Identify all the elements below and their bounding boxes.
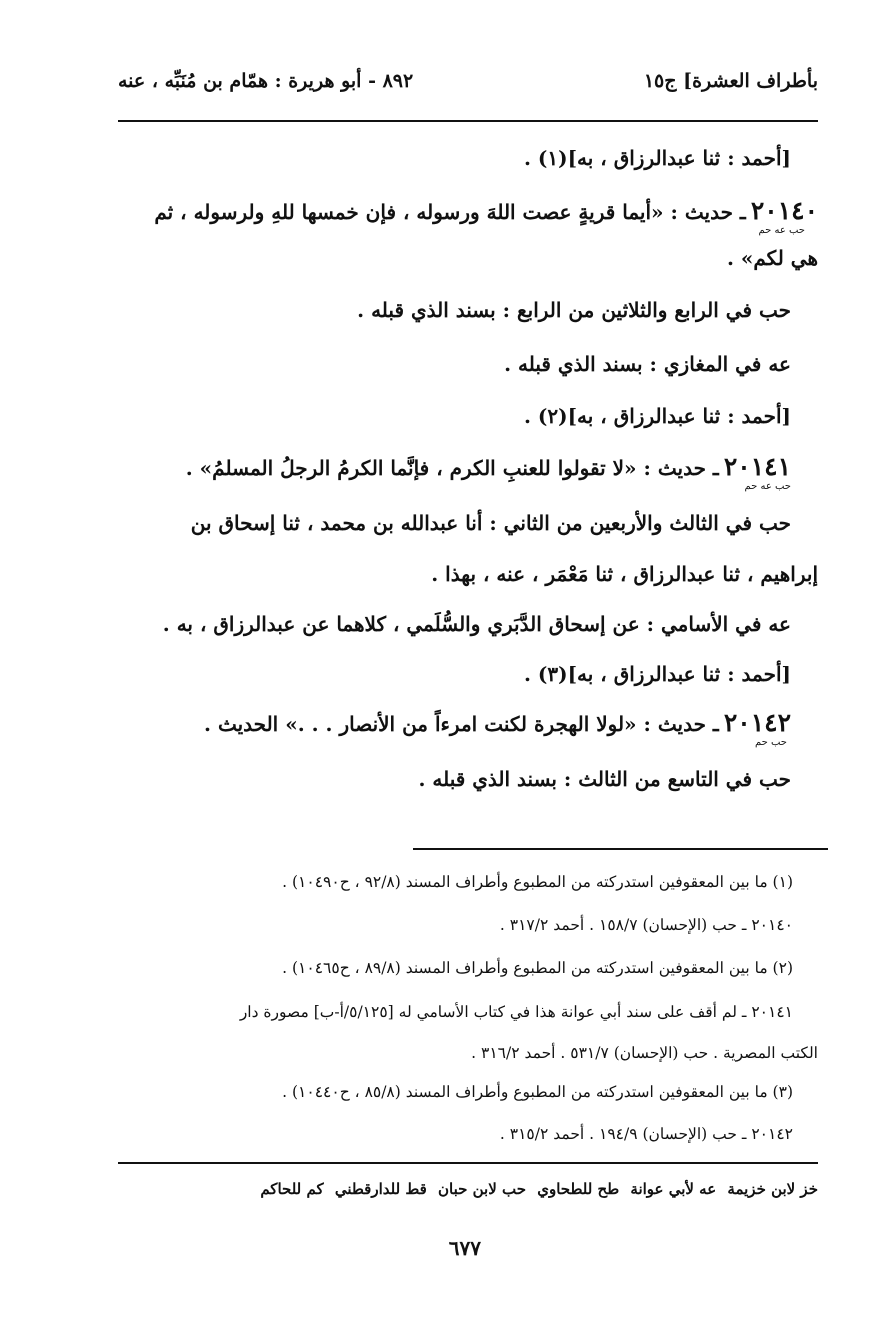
hadith-2141 xyxy=(186,452,791,481)
source-line: عه في المغازي : بسند الذي قبله . xyxy=(504,352,791,376)
footnote: (٣) ما بين المعقوفين استدركته من المطبوع وأطراف المسند (٨٥/٨ ، ح١٠٤٤٠) . xyxy=(282,1083,793,1101)
legend-item: حب لابن حبان xyxy=(438,1180,527,1198)
page-number: ٦٧٧ xyxy=(448,1236,481,1260)
hadith-number: ٢٠١٤٢ xyxy=(723,708,791,737)
hadith-sources: حب عه حم xyxy=(758,225,805,236)
footnote-continued: الكتب المصرية . حب (الإحسان) ٥٣١/٧ . أحمد ٣١٦/٢ . xyxy=(471,1044,818,1062)
footnote: ٢٠١٤٢ ـ حب (الإحسان) ١٩٤/٩ . أحمد ٣١٥/٢ . xyxy=(499,1125,793,1143)
source-line: حب في التاسع من الثالث : بسند الذي قبله . xyxy=(418,767,791,791)
footnote: (٢) ما بين المعقوفين استدركته من المطبوع وأطراف المسند (٨٩/٨ ، ح١٠٤٦٥) . xyxy=(282,959,793,977)
source-line: حب في الرابع والثلاثين من الرابع : بسند الذي قبله . xyxy=(357,298,791,322)
hadith-text: ـ حديث : «لا تقولوا للعنبِ الكرم ، فإنَّما الكرمُ الرجلُ المسلمُ» . xyxy=(185,456,719,480)
ahmad-note-1: [أحمد : ثنا عبدالرزاق ، به](١) . xyxy=(523,146,791,170)
hadith-number: ٢٠١٤٠ xyxy=(750,196,818,225)
ahmad-note-3: [أحمد : ثنا عبدالرزاق ، به](٣) . xyxy=(523,662,791,686)
abbreviation-legend xyxy=(254,1180,818,1198)
source-line-continued: إبراهيم ، ثنا عبدالرزاق ، ثنا مَعْمَر ، عنه ، بهذا . xyxy=(431,562,818,586)
legend-item: كم للحاكم xyxy=(260,1180,324,1198)
hadith-text: ـ حديث : «لولا الهجرة لكنت امرءاً من الأنصار . . .» الحديث . xyxy=(204,712,719,736)
footnote: ٢٠١٤٠ ـ حب (الإحسان) ١٥٨/٧ . أحمد ٣١٧/٢ . xyxy=(499,916,793,934)
ahmad-note-2: [أحمد : ثنا عبدالرزاق ، به](٢) . xyxy=(523,404,791,428)
hadith-2140 xyxy=(154,196,818,225)
hadith-sources: حب حم xyxy=(754,737,787,748)
running-header-chapter: ٨٩٢ - أبو هريرة : همّام بن مُنَبِّه ، عنه xyxy=(118,70,414,92)
footnote: ٢٠١٤١ ـ لم أقف على سند أبي عوانة هذا في كتاب الأسامي له [٥/١٢٥/أ-ب] مصورة دار xyxy=(239,1003,793,1021)
footnote: (١) ما بين المعقوفين استدركته من المطبوع وأطراف المسند (٩٢/٨ ، ح١٠٤٩٠) . xyxy=(282,873,793,891)
hadith-text: ـ حديث : «أيما قريةٍ عصت اللهَ ورسوله ، فإن خمسها للهِ ولرسوله ، ثم xyxy=(154,200,746,224)
legend-item: خز لابن خزيمة xyxy=(727,1180,818,1198)
legend-item: قط للدارقطني xyxy=(334,1180,427,1198)
legend-item: طح للطحاوي xyxy=(537,1180,620,1198)
hadith-text-continued: هي لكم» . xyxy=(726,246,818,270)
source-line: حب في الثالث والأربعين من الثاني : أنا عبدالله بن محمد ، ثنا إسحاق بن xyxy=(190,511,791,535)
legend-rule xyxy=(118,1162,818,1164)
source-line: عه في الأسامي : عن إسحاق الدَّبَري والسُّلَمي ، كلاهما عن عبدالرزاق ، به . xyxy=(162,612,791,636)
hadith-sources: حب عه حم xyxy=(744,481,791,492)
header-rule xyxy=(118,120,818,122)
footnote-rule xyxy=(413,848,828,850)
legend-item: عه لأبي عوانة xyxy=(630,1180,717,1198)
running-header-book: بأطراف العشرة] ج١٥ xyxy=(643,70,818,92)
hadith-number: ٢٠١٤١ xyxy=(723,452,791,481)
hadith-2142 xyxy=(204,708,791,737)
